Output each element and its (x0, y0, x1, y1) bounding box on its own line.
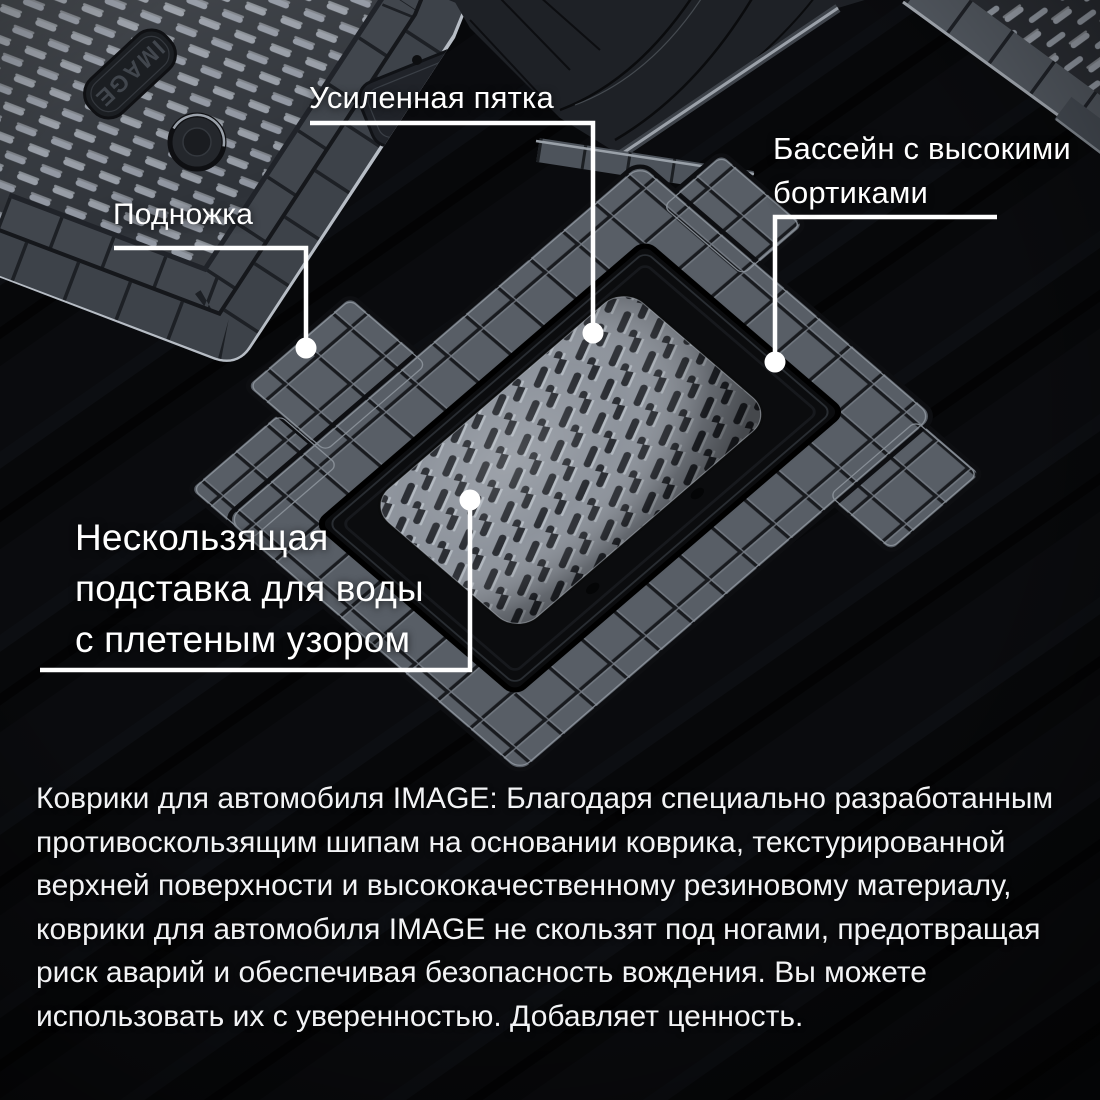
callout-label-high-walled-basin (773, 127, 1071, 215)
callout-label-footrest (113, 196, 253, 234)
callout-label-line: Подножка (113, 198, 254, 231)
callout-dot-reinforced-heel (583, 323, 604, 344)
callout-dot-high-walled-basin (765, 352, 786, 373)
callout-label-line: с плетеным узором (75, 619, 411, 660)
callout-label-reinforced-heel (309, 78, 554, 118)
callout-label-line: Нескользящая (75, 517, 329, 558)
callout-label-line: Усиленная пятка (309, 80, 554, 115)
description-text: Коврики для автомобиля IMAGE: Благодаря специально разработанным противоскользящим шипам на основании коврика, текстурированной верхней поверхности и высококачественному резиновому материалу, коврики для автомобиля IMAGE не скользят под ногами, предотвращая риск аварий и обеспечивая безопасность вождения. Вы можете использовать их с уверенностью. Добавляет ценность. (36, 782, 1054, 1033)
callout-dot-footrest (296, 338, 317, 359)
callout-label-non-slip-woven-pad (75, 512, 424, 665)
callout-label-line: Бассейн с высокими (773, 131, 1071, 166)
callout-label-line: подставка для воды (75, 568, 424, 609)
callout-label-line: бортиками (773, 175, 928, 210)
callout-dot-non-slip-woven-pad (460, 490, 481, 511)
